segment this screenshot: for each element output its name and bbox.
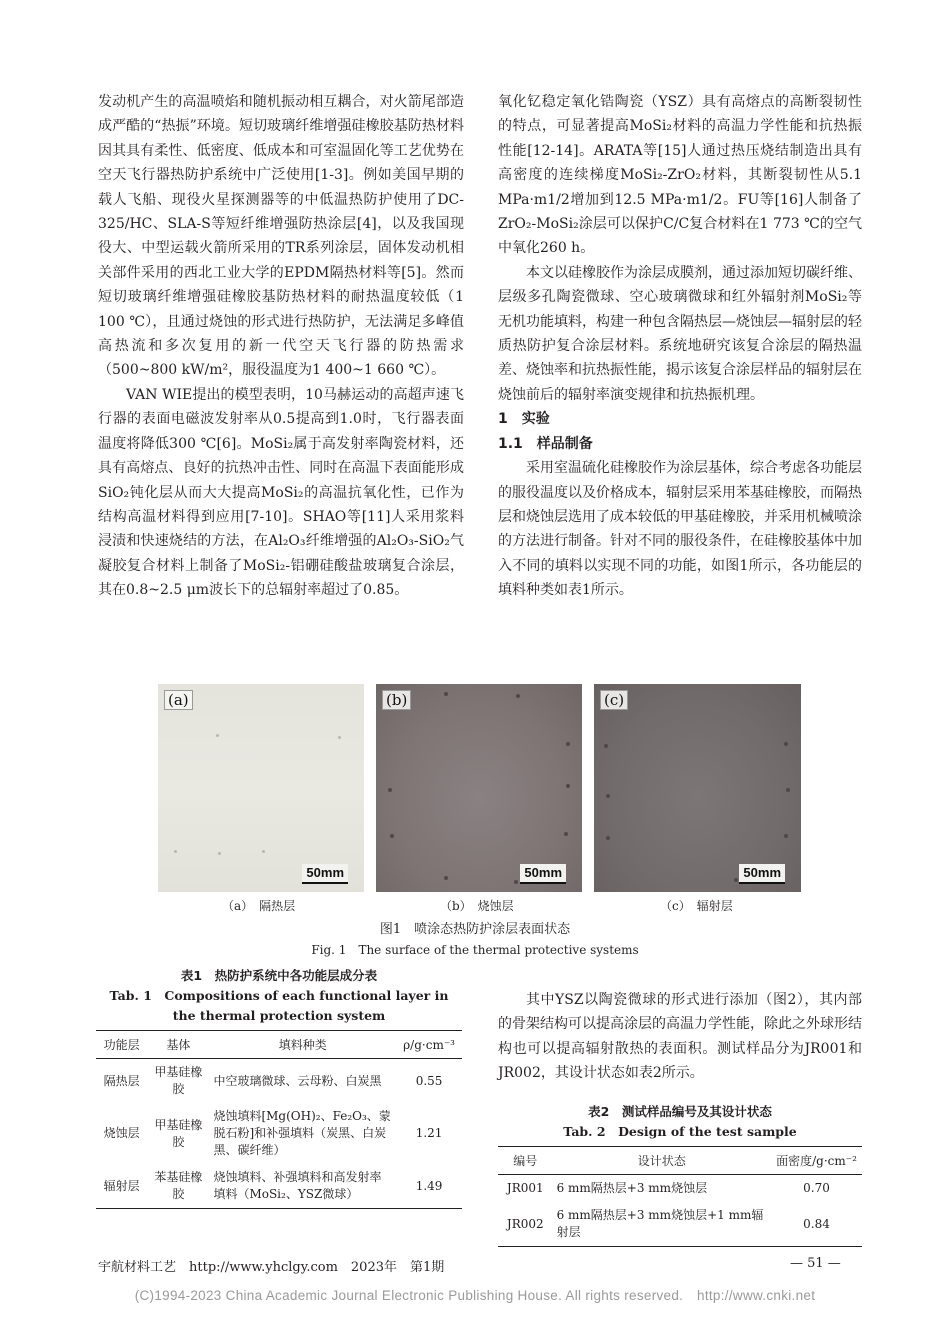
table-cell: 隔热层 [103,1073,140,1088]
table-row [96,1164,462,1209]
marker-dot [604,744,608,748]
column-header: 编号 [498,1147,553,1175]
marker-dot [216,734,219,737]
table-cell: 烧蚀填料、补强填料和高发射率填料（MoSi₂、YSZ微球） [209,1164,396,1209]
subfigure-caption: （b） 烧蚀层 [440,899,514,913]
marker-dot [516,694,520,698]
table-cell: 6 mm隔热层+3 mm烧蚀层+1 mm辐射层 [553,1202,771,1247]
marker-dot [218,852,221,855]
column-header: 功能层 [96,1031,147,1059]
figure-1 [158,684,802,892]
panel-label: (b) [382,690,411,710]
marker-dot [786,788,790,792]
left-column [98,90,464,603]
marker-dot [388,788,392,792]
table-1 [96,966,462,1209]
marker-dot [262,850,265,853]
scale-bar: 50mm [520,864,566,884]
paragraph: 本文以硅橡胶作为涂层成膜剂，通过添加短切碳纤维、层级多孔陶瓷微球、空心玻璃微球和红外辐射剂MoSi₂等无机功能填料，构建一种包含隔热层—烧蚀层—辐射层的轻质热防护复合涂层材料。系统地研究该复合涂层的隔热温差、烧蚀率和抗热振性能，揭示该复合涂层样品的辐射层在烧蚀前后的辐射率演变规律和抗热振机理。 [498,264,862,403]
figure-caption-en: Fig. 1 The surface of the thermal protective systems [311,943,639,957]
table-cell: 1.49 [396,1164,462,1209]
marker-dot [444,692,448,696]
panel-label: (a) [164,690,193,710]
table-caption-en: Tab. 1 Compositions of each functional layer in the thermal protection system [109,988,449,1023]
data-table [96,1030,462,1209]
table-header-row [498,1147,862,1175]
marker-dot [390,834,394,838]
photo-panel-a [158,684,364,892]
paragraph: VAN WIE提出的模型表明，10马赫运动的高超声速飞行器的表面电磁波发射率从0.5提高到1.0时，飞行器表面温度将降低300 ℃[6]。MoSi₂属于高发射率陶瓷材料，还具有高熔点、良好的抗热冲击性、同时在高温下表面能形成SiO₂钝化层从而大大提高MoSi₂的高温抗氧化性，已作为结构高温材料得到应用[7-10]。SHAO等[11]人采用浆料浸渍和快速烧结的方法，在Al₂O₃纤维增强的Al₂O₃-SiO₂气凝胶复合材料上制备了MoSi₂-铝硼硅酸盐玻璃复合涂层，其在0.8~2.5 μm波长下的总辐射率超过了0.85。 [98,386,464,599]
scale-bar: 50mm [739,864,785,884]
marker-dot [174,850,177,853]
panel-label: (c) [600,690,628,710]
photo-panel-c [594,684,801,892]
paragraph: 发动机产生的高温喷焰和随机振动相互耦合，对火箭尾部造成严酷的“热振”环境。短切玻璃纤维增强硅橡胶基防热材料因其具有柔性、低密度、低成本和可室温固化等工艺优势在空天飞行器热防护系统中广泛使用[1-3]。例如美国早期的载人飞船、现役火星探测器等的中低温热防护使用了DC-325/HC、SLA-S等短纤维增强防热涂层[4]，以及我国现役大、中型运载火箭所采用的TR系列涂层，固体发动机相关部件采用的西北工业大学的EPDM隔热材料等[5]。然而短切玻璃纤维增强硅橡胶基防热材料的耐热温度较低（1 100 ℃），且通过烧蚀的形式进行热防护，无法满足多峰值高热流和多次复用的新一代空天飞行器的防热需求（500~800 kW/m²，服役温度为1 400~1 660 ℃）。 [98,94,464,379]
table-cell: 苯基硅橡胶 [147,1164,209,1209]
table-cell: 0.84 [771,1202,862,1247]
marker-dot [606,836,610,840]
marker-dot [444,876,448,880]
column-header: 面密度/g·cm⁻² [771,1147,862,1175]
table-cell: 甲基硅橡胶 [154,1117,203,1149]
marker-dot [338,736,341,739]
table-caption-cn: 表2 测试样品编号及其设计状态 [588,1104,772,1119]
marker-dot [784,742,788,746]
table-header-row [96,1031,462,1059]
right-column-lower [498,988,862,1086]
table-row [96,1059,462,1104]
table-row [498,1175,862,1203]
table-cell: JR001 [506,1181,544,1195]
right-column [498,90,862,603]
section-heading: 1 实验 [498,411,550,428]
page-number: — 51 — [790,1256,841,1271]
paragraph: 氧化钇稳定氧化锆陶瓷（YSZ）具有高熔点的高断裂韧性的特点，可显著提高MoSi₂材料的高温力学性能和抗热振性能[12-14]。ARATA等[15]人通过热压烧结制造出具有高密度的连续梯度MoSi₂-ZrO₂材料，其断裂韧性从5.1 MPa·m1/2增加到12.5 MPa·m1/2。FU等[16]人制备了ZrO₂-MoSi₂涂层可以保护C/C复合材料在1 773 ℃的空气中氧化260 h。 [498,94,862,257]
table-cell: 中空玻璃微球、云母粉、白炭黑 [213,1073,382,1088]
column-header: 基体 [147,1031,209,1059]
table-row [96,1103,462,1164]
column-header: 填料种类 [209,1031,396,1059]
paragraph: 采用室温硫化硅橡胶作为涂层基体，综合考虑各功能层的服役温度以及价格成本，辐射层采用苯基硅橡胶，而隔热层和烧蚀层选用了成本较低的甲基硅橡胶，并采用机械喷涂的方法进行制备。针对不同的服役条件，在硅橡胶基体中加入不同的填料以实现不同的功能，如图1所示，各功能层的填料种类如表1所示。 [498,460,862,599]
figure-caption-cn: 图1 喷涂态热防护涂层表面状态 [379,922,571,937]
subsection-heading: 1.1 样品制备 [498,435,593,452]
journal-footer: 宇航材料工艺 http://www.yhclgy.com 2023年 第1期 [98,1260,445,1275]
table-cell: 烧蚀填料[Mg(OH)₂、Fe₂O₃、蒙脱石粉]和补强填料（炭黑、白炭黑、碳纤维） [213,1109,391,1157]
photo-panel-b [376,684,582,892]
table-caption-cn: 表1 热防护系统中各功能层成分表 [180,968,378,983]
column-header: 设计状态 [553,1147,771,1175]
marker-dot [514,880,518,884]
table-cell: 0.70 [803,1181,830,1195]
table-cell: 烧蚀层 [103,1126,140,1140]
copyright-notice: (C)1994-2023 China Academic Journal Electronic Publishing House. All rights reserved. http://www.cnki.net [134,1288,816,1303]
marker-dot [734,878,738,882]
marker-dot [564,832,568,836]
table-cell: JR002 [498,1202,553,1247]
marker-dot [566,742,570,746]
scale-bar: 50mm [302,864,348,884]
table-cell: 6 mm隔热层+3 mm烧蚀层 [556,1181,708,1195]
table-cell: 1.21 [415,1126,443,1140]
marker-dot [606,794,610,798]
subfigure-caption: （a） 隔热层 [222,899,296,913]
table-cell: 0.55 [415,1073,443,1088]
table-cell: 辐射层 [96,1164,147,1209]
column-header: ρ/g·cm⁻³ [396,1031,462,1059]
marker-dot [566,784,570,788]
table-caption-en: Tab. 2 Design of the test sample [563,1124,797,1139]
subfigure-caption: （c） 辐射层 [660,899,733,913]
data-table [498,1146,862,1247]
paragraph: 其中YSZ以陶瓷微球的形式进行添加（图2），其内部的骨架结构可以提高涂层的高温力学性能，除此之外球形结构也可以提高辐射散热的表面积。测试样品分为JR001和JR002，其设计状态如表2所示。 [498,992,862,1082]
table-row [498,1202,862,1247]
marker-dot [784,834,788,838]
table-cell: 甲基硅橡胶 [154,1065,203,1096]
table-2 [498,1102,862,1247]
